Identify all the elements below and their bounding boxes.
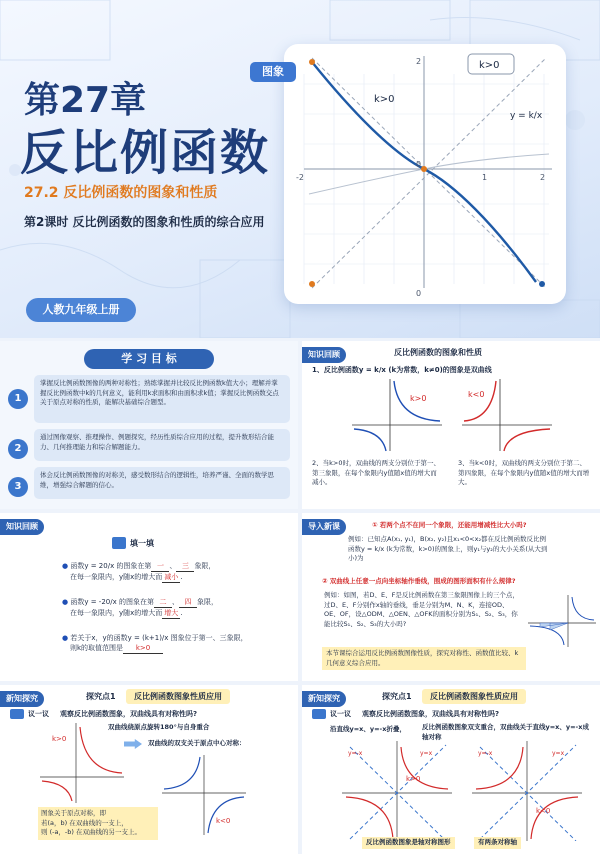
fill-item-2: ● 函数y = -20/x 的图象在第 二 、 四 象限， 在每一象限内，y随x的增大而 增大 . (62, 598, 218, 617)
goal-number-1: 1 (8, 389, 28, 409)
area-figure (528, 593, 596, 647)
axis-symmetry-text: 反比例函数图象双支重合，双曲线关于直线y=x、y=-x成轴对称 (422, 723, 589, 741)
point-title: 反比例函数图象性质应用 (422, 689, 526, 704)
hyperbola-k-pos (40, 721, 124, 803)
k-label: k>0 (374, 94, 395, 105)
k-neg-label: k<0 (536, 807, 551, 815)
hyperbola-k-neg (162, 753, 246, 835)
goals-slide (0, 341, 298, 509)
tick-x-3: 1 (482, 173, 488, 182)
point-marker (309, 281, 315, 287)
point-label: 探究点1 (86, 692, 116, 701)
origin-bottom: 0 (416, 289, 422, 298)
k-pos-label: k>0 (410, 394, 427, 403)
intro-q1: ① 若两个点不在同一个象限，还能用增减性比大小吗? (372, 521, 527, 529)
point-marker (539, 281, 545, 287)
fill-item-3: ● 若关于x，y的函数y = (k+1)/x 图象位于第一、三象限， 则k的取值范围是 k>0 (62, 634, 248, 652)
point-marker (309, 59, 315, 65)
fold-text: 沿直线y=x、y=-x折叠， (330, 725, 406, 733)
cover-slide (0, 0, 600, 338)
goal-number-2: 2 (8, 439, 28, 459)
fill-item-1: ● 函数y = 20/x 的图象在第 一 、 三 象限， 在每一象限内，y随x的增大而 减小 . (62, 562, 216, 581)
hyperbola-symmetry-neg (472, 741, 582, 841)
goals-title: 学 习 目 标 (84, 349, 214, 369)
intro-ex2: 例如：如图，若D、E、F是反比例函数在第三象限图像上的三个点，过D、E、F分别作x轴的垂线，垂足分别为M、N、K，连接OD、OE、OF，设△ODM、△OEN、△OFK的面积分别为S₁、S₂、S₃，你能比较S₁、S₂、S₃的大小吗? (324, 591, 519, 628)
arrow-right-icon (124, 739, 142, 749)
goal-number-3: 3 (8, 477, 28, 497)
main-title: 反比例函数 (20, 125, 271, 181)
discuss-label: 议一议 (330, 710, 351, 718)
graph-card (284, 44, 566, 304)
section-tab: 知识回顾 (302, 347, 346, 363)
center-symmetry-text: 双曲线的双支关于原点中心对称： (148, 739, 246, 747)
graph-tag: 图象 (250, 62, 296, 82)
symmetry-question: 观察反比例函数图象，双曲线具有对称性吗? (362, 710, 500, 718)
goal-text-3: 体会反比例函数图像的对称美，感受数形结合的逻辑性，培养严谨、全面的数学思维，增强综合解题的信心。 (34, 467, 290, 499)
section-tab: 导入新课 (302, 519, 346, 535)
review-q1: 1、反比例函数y = k/x (k为常数，k≠0)的图象是双曲线 (312, 366, 492, 374)
intro-ex1: 例如：已知点A(x₁, y₁)，B(x₂, y₂)且x₁<0<x₂都在反比例函数反比例函数y = k/x (k为常数，k>0)的图象上，则y₁与y₂的大小关系(从大到小)为 (348, 535, 548, 562)
y-eq-x-label: y=x (552, 750, 565, 757)
section-tab: 新知探究 (302, 691, 346, 707)
lesson-title: 第2课时 反比例函数的图象和性质的综合应用 (24, 215, 265, 229)
point-label: 探究点1 (382, 692, 412, 701)
intro-q2: ② 双曲线上任意一点向坐标轴作垂线，围成的图形面积有什么规律? (322, 577, 516, 585)
origin-label: 0 (416, 160, 422, 169)
review-q3: 3、当k<0时，双曲线的两支分别位于第二、第四象限，在每个象限内y值随x值的增大而增大。 (458, 459, 590, 486)
intro-slide (302, 513, 600, 681)
book-icon (112, 537, 126, 549)
section-title: 27.2 反比例函数的图象和性质 (24, 185, 218, 201)
review-heading: 反比例函数的图象和性质 (394, 348, 482, 357)
rotate-text: 双曲线绕原点旋转180°与自身重合 (108, 723, 210, 731)
discuss-icon (10, 709, 24, 719)
tick-y-1: 2 (416, 57, 422, 66)
caption-axis-symmetric: 反比例函数图象是轴对称图形 (362, 837, 455, 849)
chapter-label: 第27章 (24, 80, 147, 121)
two-hyperbola-graphs (352, 375, 552, 453)
review-slide-2 (0, 513, 298, 681)
k-neg-label: k<0 (216, 817, 231, 825)
tick-x-1: -2 (296, 173, 304, 182)
goal-text-1: 掌握反比例函数图像的两种对称性；熟练掌握并比较反比例函数k值大小；理解并掌握反比例函数中k的几何意义，能利用k求面积和由面积求k值；掌握反比例函数交点关于原点对称的性质，能解决基础综合题型。 (34, 375, 290, 423)
k-pos-label: k>0 (406, 775, 421, 783)
y-eq-x-label: y=x (420, 750, 433, 757)
goal-text-2: 通过图像观察、推理操作、例题探究，经历性质综合应用的过程，提升数形结合能力、几何推理能力和综合解题能力。 (34, 429, 290, 461)
symmetry-question: 观察反比例函数图象，双曲线具有对称性吗? (60, 710, 198, 718)
tick-x-4: 2 (540, 173, 546, 182)
review-slide-1 (302, 341, 600, 509)
hyperbola-symmetry-pos (342, 741, 452, 841)
explore-slide-2 (302, 685, 600, 854)
k-pos-label: k>0 (52, 735, 67, 743)
section-tab: 知识回顾 (0, 519, 44, 535)
k-neg-label: k<0 (468, 390, 485, 399)
grade-badge: 人教九年级上册 (26, 298, 136, 322)
hyperbola-graph (284, 44, 566, 304)
y-eq-negx-label: y=-x (348, 750, 363, 757)
caption-two-axes: 有两条对称轴 (474, 837, 521, 849)
discuss-label: 议一议 (28, 710, 49, 718)
section-tab: 新知探究 (0, 691, 44, 707)
intro-summary: 本节课综合运用反比例函数图像性质，探究对称性、函数值比较、k几何意义综合应用。 (322, 647, 526, 670)
origin-marker (421, 166, 427, 172)
k-box-label: k>0 (479, 60, 500, 71)
formula-label: y = k/x (510, 111, 543, 121)
symmetry-note: 图象关于原点对称，即 若(a，b) 在双曲线的一支上， 则 (-a，-b) 在双曲线的另一支上。 (38, 807, 158, 840)
review-q2: 2、当k>0时，双曲线的两支分别位于第一、第三象限，在每个象限内y值随x值的增大而减小。 (312, 459, 440, 486)
discuss-icon (312, 709, 326, 719)
y-eq-negx-label: y=-x (478, 750, 493, 757)
explore-slide-1 (0, 685, 298, 854)
point-title: 反比例函数图象性质应用 (126, 689, 230, 704)
fill-title: 填一填 (130, 539, 154, 548)
